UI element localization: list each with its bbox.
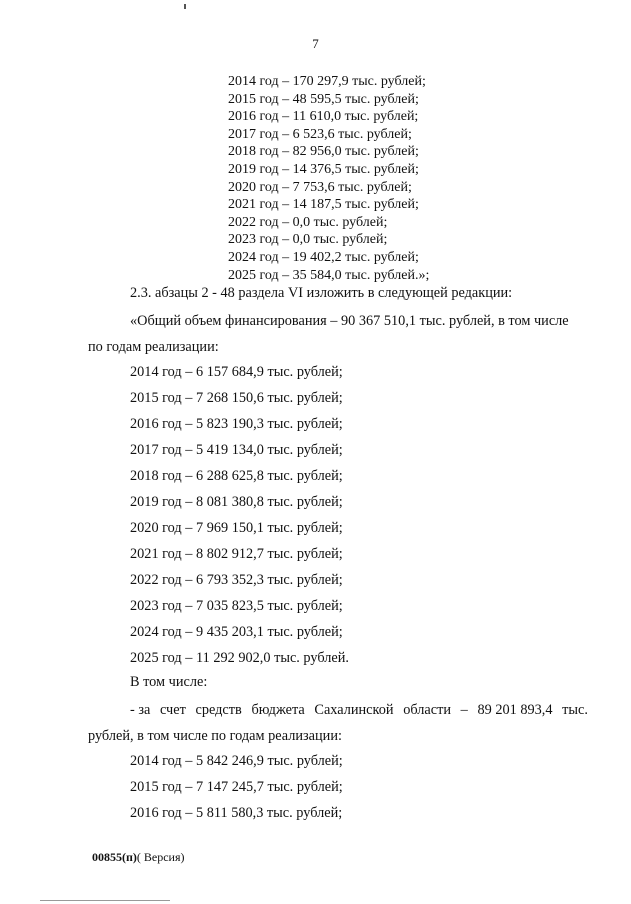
word: - за [130,702,151,718]
list-item: 2024 год – 9 435 203,1 тыс. рублей; [130,624,343,640]
list-item: 2019 год – 8 081 380,8 тыс. рублей; [130,494,343,510]
list-item: 2015 год – 48 595,5 тыс. рублей; [228,91,419,107]
scan-artifact-bottom [40,900,170,901]
word: – [460,702,468,718]
previous-funding-list [228,73,429,284]
regional-budget-list [130,753,343,831]
list-item: 2021 год – 14 187,5 тыс. рублей; [228,197,419,213]
document-footer [92,850,185,865]
list-item: 2014 год – 6 157 684,9 тыс. рублей; [130,364,343,380]
list-item: 2024 год – 19 402,2 тыс. рублей; [228,249,419,265]
word: бюджета [251,702,305,718]
word: 89 201 893,4 [477,702,553,718]
regional-budget-line-1 [130,702,588,719]
list-item: 2015 год – 7 147 245,7 тыс. рублей; [130,779,343,795]
list-item: 2018 год – 82 956,0 тыс. рублей; [228,144,419,160]
word: области [403,702,451,718]
list-item: 2021 год – 8 802 912,7 тыс. рублей; [130,546,343,562]
total-funding-line-1: «Общий объем финансирования – 90 367 510,1 тыс. рублей, в том числе [130,313,569,329]
regional-budget-line-2: рублей, в том числе по годам реализации: [88,728,342,744]
list-item: 2018 год – 6 288 625,8 тыс. рублей; [130,468,343,484]
list-item: 2023 год – 7 035 823,5 тыс. рублей; [130,598,343,614]
word: средств [195,702,242,718]
list-item: 2016 год – 11 610,0 тыс. рублей; [228,109,419,125]
list-item: 2014 год – 5 842 246,9 тыс. рублей; [130,753,343,769]
list-item: 2019 год – 14 376,5 тыс. рублей; [228,161,419,177]
list-item: 2017 год – 5 419 134,0 тыс. рублей; [130,442,343,458]
word: Сахалинской [314,702,394,718]
word: счет [160,702,186,718]
page-number: 7 [312,36,319,51]
list-item: 2016 год – 5 823 190,3 тыс. рублей; [130,416,343,432]
document-code: 00855(п) [92,850,137,864]
list-item: 2025 год – 11 292 902,0 тыс. рублей. [130,650,349,666]
scan-artifact-top [184,4,186,9]
list-item: 2020 год – 7 753,6 тыс. рублей; [228,179,412,195]
including-label: В том числе: [130,674,208,690]
list-item: 2020 год – 7 969 150,1 тыс. рублей; [130,520,343,536]
list-item: 2022 год – 0,0 тыс. рублей; [228,214,388,230]
section-2-3-paragraph: 2.3. абзацы 2 - 48 раздела VI изложить в следующей редакции: [130,285,513,301]
list-item: 2023 год – 0,0 тыс. рублей; [228,232,388,248]
list-item: 2017 год – 6 523,6 тыс. рублей; [228,126,412,142]
list-item: 2022 год – 6 793 352,3 тыс. рублей; [130,572,343,588]
word: тыс. [562,702,588,718]
list-item: 2025 год – 35 584,0 тыс. рублей.»; [228,267,430,283]
total-funding-list [130,364,349,676]
document-version: ( Версия) [136,850,185,864]
list-item: 2014 год – 170 297,9 тыс. рублей; [228,74,426,89]
list-item: 2015 год – 7 268 150,6 тыс. рублей; [130,390,343,406]
total-funding-line-2: по годам реализации: [88,339,219,355]
list-item: 2016 год – 5 811 580,3 тыс. рублей; [130,805,343,821]
